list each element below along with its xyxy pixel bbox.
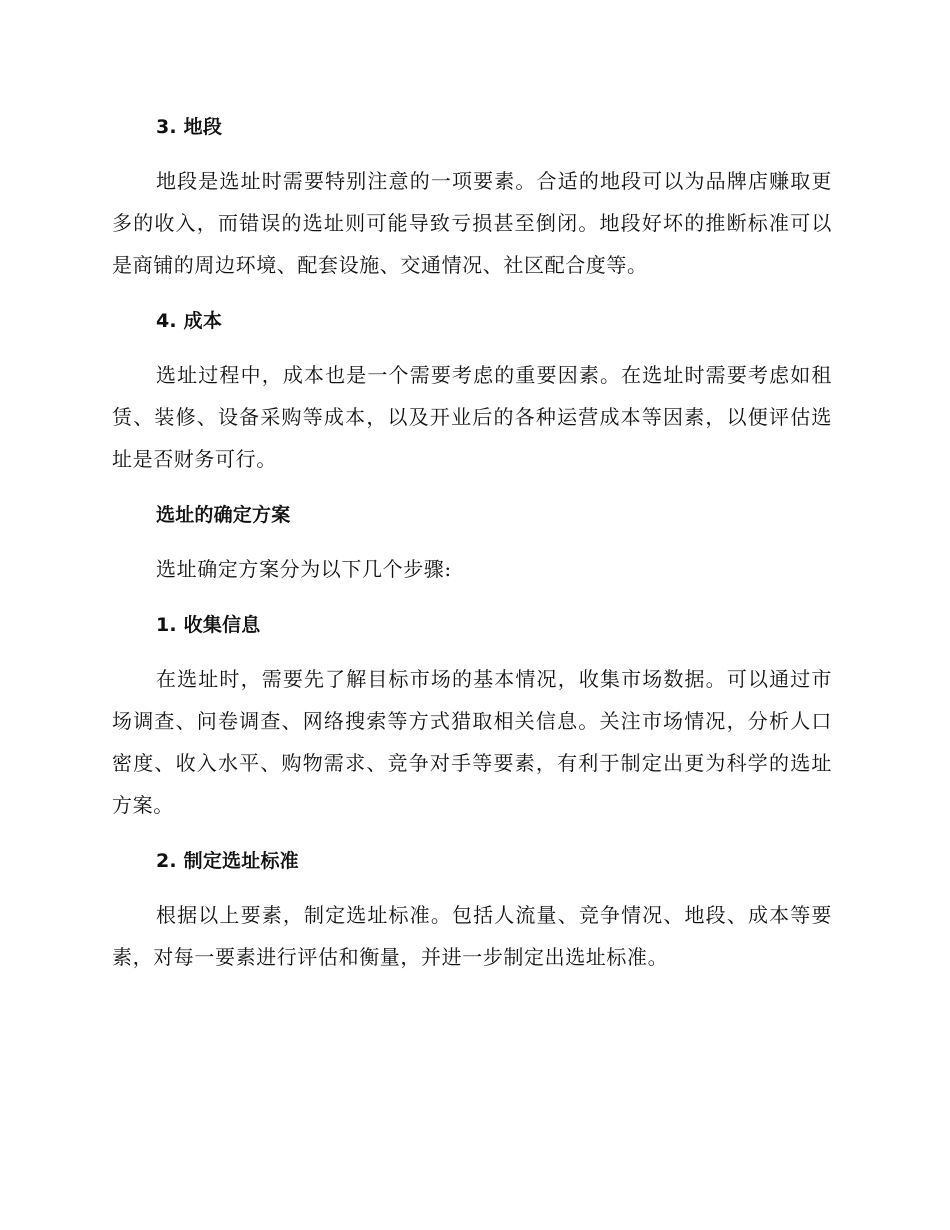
spacer xyxy=(112,342,832,354)
section-paragraph-site-plan: 选址确定方案分为以下几个步骤: xyxy=(156,557,452,581)
spacer xyxy=(112,480,832,494)
section-paragraph-location: 地段是选址时需要特别注意的一项要素。合适的地段可以为品牌店赚取更多的收入，而错误的选址则可能导致亏损甚至倒闭。地段好坏的推断标准可以是商铺的周边环境、配套设施、交通情况、社区配合度等。 xyxy=(112,169,832,277)
section-paragraph-collect-info: 在选址时，需要先了解目标市场的基本情况，收集市场数据。可以通过市场调查、问卷调查、网络搜索等方式猎取相关信息。关注市场情况，分析人口密度、收入水平、购物需求、竞争对手等要素，有利于制定出更为科学的选址方案。 xyxy=(112,667,832,817)
spacer xyxy=(112,646,832,658)
spacer xyxy=(112,148,832,160)
section-heading-collect-info: 1. 收集信息 xyxy=(156,614,261,636)
spacer xyxy=(112,536,832,548)
document-body xyxy=(112,106,832,978)
section-heading-location: 3. 地段 xyxy=(156,116,223,138)
spacer xyxy=(112,826,832,840)
spacer xyxy=(112,590,832,604)
section-heading-cost: 4. 成本 xyxy=(156,310,223,332)
section-heading-criteria: 2. 制定选址标准 xyxy=(156,850,299,872)
section-heading-site-plan: 选址的确定方案 xyxy=(156,504,291,526)
spacer xyxy=(112,286,832,300)
spacer xyxy=(112,882,832,894)
section-paragraph-criteria: 根据以上要素，制定选址标准。包括人流量、竞争情况、地段、成本等要素，对每一要素进行评估和衡量，并进一步制定出选址标准。 xyxy=(112,903,832,969)
section-paragraph-cost: 选址过程中，成本也是一个需要考虑的重要因素。在选址时需要考虑如租赁、装修、设备采购等成本，以及开业后的各种运营成本等因素，以便评估选址是否财务可行。 xyxy=(112,363,832,471)
